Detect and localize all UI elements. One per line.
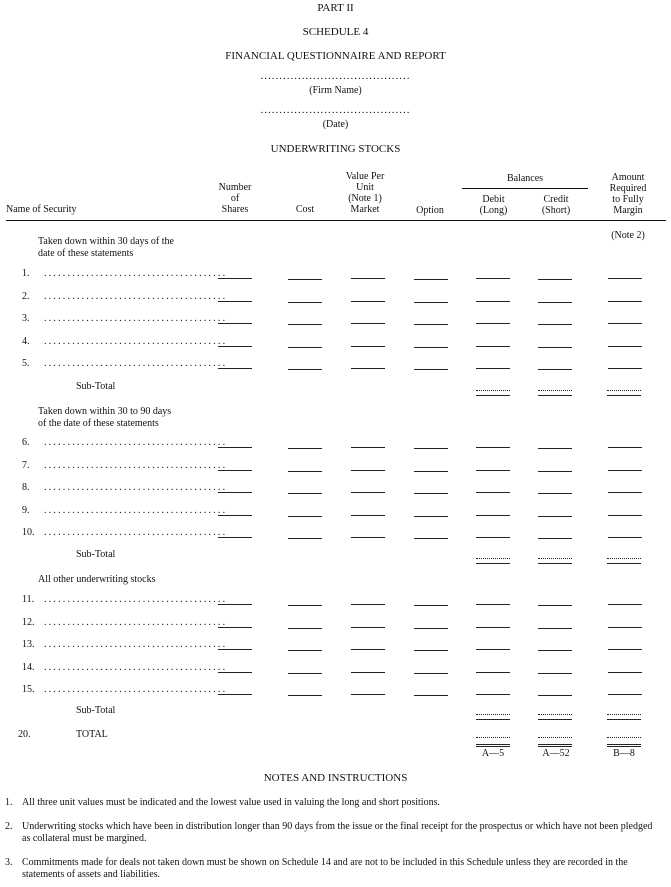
- entry-blank[interactable]: [538, 538, 572, 539]
- entry-blank[interactable]: [476, 672, 510, 673]
- entry-blank[interactable]: [351, 627, 385, 628]
- row-number: 5.: [22, 358, 30, 369]
- date-dotline: ........................................: [260, 104, 411, 116]
- subtotal-line[interactable]: [476, 390, 510, 396]
- subtotal-label: Sub-Total: [76, 549, 116, 560]
- entry-blank[interactable]: [476, 278, 510, 279]
- entry-blank[interactable]: [351, 672, 385, 673]
- entry-blank[interactable]: [218, 649, 252, 650]
- entry-blank[interactable]: [288, 650, 322, 651]
- entry-blank[interactable]: [218, 694, 252, 695]
- entry-blank[interactable]: [288, 448, 322, 449]
- notes-title: NOTES AND INSTRUCTIONS: [263, 772, 408, 784]
- subtotal-line[interactable]: [538, 390, 572, 396]
- subtotal-line[interactable]: [607, 714, 641, 720]
- row-number: 14.: [22, 661, 35, 673]
- entry-blank[interactable]: [476, 604, 510, 605]
- entry-blank[interactable]: [288, 673, 322, 674]
- row-number: 1.: [22, 268, 30, 279]
- entry-blank[interactable]: [538, 650, 572, 651]
- col-credit-short: Credit (Short): [541, 194, 571, 216]
- entry-blank[interactable]: [608, 492, 642, 493]
- entry-blank[interactable]: [538, 605, 572, 606]
- entry-blank[interactable]: [351, 301, 385, 302]
- entry-blank[interactable]: [351, 368, 385, 369]
- entry-blank[interactable]: [218, 346, 252, 347]
- entry-blank[interactable]: [608, 649, 642, 650]
- security-name-field[interactable]: .......................................: [44, 661, 228, 673]
- col-option: Option: [416, 205, 444, 216]
- entry-blank[interactable]: [608, 346, 642, 347]
- entry-blank[interactable]: [476, 346, 510, 347]
- row-number: 8.: [22, 482, 30, 493]
- note-2: 2. Underwriting stocks which have been in distribution longer than 90 days from the issue or the final receipt for the prospectus or which have not been pledged as collateral must be margined.: [5, 821, 653, 844]
- section-title: UNDERWRITING STOCKS: [270, 143, 401, 155]
- date-label: (Date): [322, 119, 349, 130]
- entry-blank[interactable]: [476, 627, 510, 628]
- entry-blank[interactable]: [218, 492, 252, 493]
- security-name-field[interactable]: .......................................: [44, 335, 228, 347]
- entry-blank[interactable]: [476, 537, 510, 538]
- row-number: 3.: [22, 313, 30, 324]
- entry-blank[interactable]: [538, 695, 572, 696]
- entry-blank[interactable]: [476, 694, 510, 695]
- entry-blank[interactable]: [218, 672, 252, 673]
- subtotal-line[interactable]: [538, 714, 572, 720]
- row-number: 6.: [22, 437, 30, 448]
- entry-blank[interactable]: [608, 278, 642, 279]
- security-name-field[interactable]: .......................................: [44, 684, 228, 695]
- entry-blank[interactable]: [288, 493, 322, 494]
- entry-blank[interactable]: [414, 324, 448, 325]
- part-label: PART II: [317, 2, 354, 14]
- entry-blank[interactable]: [288, 369, 322, 370]
- security-name-field[interactable]: .......................................: [44, 616, 228, 628]
- entry-blank[interactable]: [476, 301, 510, 302]
- entry-blank[interactable]: [538, 493, 572, 494]
- col-cost: Cost: [295, 204, 315, 215]
- schedule-label: SCHEDULE 4: [302, 26, 369, 38]
- subtotal-line[interactable]: [538, 558, 572, 564]
- entry-blank[interactable]: [476, 323, 510, 324]
- row-number: 4.: [22, 335, 30, 347]
- entry-blank[interactable]: [608, 694, 642, 695]
- entry-blank[interactable]: [351, 492, 385, 493]
- entry-blank[interactable]: [414, 628, 448, 629]
- entry-blank[interactable]: [414, 448, 448, 449]
- entry-blank[interactable]: [351, 537, 385, 538]
- entry-blank[interactable]: [288, 471, 322, 472]
- entry-blank[interactable]: [476, 447, 510, 448]
- entry-blank[interactable]: [351, 278, 385, 279]
- group-title: Taken down within 30 days of the date of these statements: [38, 236, 174, 259]
- total-amount-ref: B—8: [613, 748, 635, 759]
- row-number: 12.: [22, 616, 35, 628]
- note-1: 1. All three unit values must be indicated and the lowest value used in valuing the long and short positions.: [5, 797, 440, 808]
- entry-blank[interactable]: [608, 515, 642, 516]
- entry-blank[interactable]: [538, 279, 572, 280]
- entry-blank[interactable]: [288, 347, 322, 348]
- entry-blank[interactable]: [538, 673, 572, 674]
- entry-blank[interactable]: [538, 302, 572, 303]
- row-number: 10.: [22, 527, 35, 538]
- total-credit-ref: A—52: [542, 748, 570, 759]
- group-title: All other underwriting stocks: [38, 574, 156, 585]
- subtotal-line[interactable]: [476, 558, 510, 564]
- row-number: 9.: [22, 504, 30, 516]
- entry-blank[interactable]: [608, 301, 642, 302]
- entry-blank[interactable]: [414, 471, 448, 472]
- entry-blank[interactable]: [608, 537, 642, 538]
- row-number: 11.: [22, 594, 35, 605]
- entry-blank[interactable]: [218, 537, 252, 538]
- entry-blank[interactable]: [351, 604, 385, 605]
- entry-blank[interactable]: [288, 605, 322, 606]
- row-number: 13.: [22, 639, 35, 650]
- subtotal-line[interactable]: [607, 390, 641, 396]
- entry-blank[interactable]: [414, 369, 448, 370]
- entry-blank[interactable]: [218, 278, 252, 279]
- entry-blank[interactable]: [538, 471, 572, 472]
- entry-blank[interactable]: [288, 302, 322, 303]
- col-debit-long: Debit (Long): [479, 194, 508, 216]
- total-row-number: 20.: [18, 729, 31, 740]
- entry-blank[interactable]: [538, 516, 572, 517]
- entry-blank[interactable]: [608, 447, 642, 448]
- security-name-field[interactable]: .......................................: [44, 527, 228, 538]
- entry-blank[interactable]: [608, 672, 642, 673]
- entry-blank[interactable]: [218, 627, 252, 628]
- subtotal-label: Sub-Total: [76, 381, 116, 392]
- document-title: FINANCIAL QUESTIONNAIRE AND REPORT: [225, 50, 446, 62]
- security-name-field[interactable]: .......................................: [44, 482, 228, 493]
- total-debit-line: [476, 737, 510, 747]
- entry-blank[interactable]: [608, 604, 642, 605]
- firm-name-dotline: ........................................: [260, 70, 411, 82]
- entry-blank[interactable]: [288, 279, 322, 280]
- entry-blank[interactable]: [414, 650, 448, 651]
- entry-blank[interactable]: [288, 516, 322, 517]
- total-credit-line: [538, 737, 572, 747]
- entry-blank[interactable]: [218, 301, 252, 302]
- entry-blank[interactable]: [414, 516, 448, 517]
- entry-blank[interactable]: [414, 347, 448, 348]
- entry-blank[interactable]: [288, 324, 322, 325]
- entry-blank[interactable]: [608, 470, 642, 471]
- security-name-field[interactable]: .......................................: [44, 268, 228, 279]
- entry-blank[interactable]: [414, 493, 448, 494]
- security-name-field[interactable]: .......................................: [44, 459, 228, 471]
- entry-blank[interactable]: [414, 279, 448, 280]
- entry-blank[interactable]: [476, 368, 510, 369]
- entry-blank[interactable]: [538, 347, 572, 348]
- entry-blank[interactable]: [414, 302, 448, 303]
- entry-blank[interactable]: [351, 323, 385, 324]
- header-bottom-rule: [6, 220, 666, 221]
- entry-blank[interactable]: [538, 369, 572, 370]
- entry-blank[interactable]: [538, 628, 572, 629]
- entry-blank[interactable]: [608, 368, 642, 369]
- balances-rule: [462, 188, 588, 189]
- entry-blank[interactable]: [414, 673, 448, 674]
- entry-blank[interactable]: [351, 470, 385, 471]
- entry-blank[interactable]: [288, 538, 322, 539]
- security-name-field[interactable]: .......................................: [44, 639, 228, 650]
- col-value-per-unit: Value Per Unit (Note 1) Market: [345, 171, 385, 215]
- entry-blank[interactable]: [476, 649, 510, 650]
- row-number: 15.: [22, 684, 35, 695]
- subtotal-label: Sub-Total: [76, 705, 116, 716]
- entry-blank[interactable]: [351, 515, 385, 516]
- entry-blank[interactable]: [608, 627, 642, 628]
- col-number-of-shares: Number of Shares: [218, 182, 252, 215]
- entry-blank[interactable]: [414, 605, 448, 606]
- entry-blank[interactable]: [476, 470, 510, 471]
- entry-blank[interactable]: [218, 368, 252, 369]
- entry-blank[interactable]: [476, 492, 510, 493]
- entry-blank[interactable]: [351, 649, 385, 650]
- entry-blank[interactable]: [218, 323, 252, 324]
- entry-blank[interactable]: [218, 470, 252, 471]
- security-name-field[interactable]: .......................................: [44, 594, 228, 605]
- entry-blank[interactable]: [288, 628, 322, 629]
- total-amount-line: [607, 737, 641, 747]
- entry-blank[interactable]: [218, 604, 252, 605]
- row-number: 7.: [22, 459, 30, 471]
- firm-name-label: (Firm Name): [309, 85, 362, 96]
- entry-blank[interactable]: [608, 323, 642, 324]
- entry-blank[interactable]: [476, 515, 510, 516]
- col-amount-required: Amount Required to Fully Margin: [609, 172, 647, 216]
- entry-blank[interactable]: [218, 447, 252, 448]
- entry-blank[interactable]: [351, 346, 385, 347]
- total-debit-ref: A—5: [481, 748, 505, 759]
- security-name-field[interactable]: .......................................: [44, 313, 228, 324]
- security-name-field[interactable]: .......................................: [44, 358, 228, 369]
- note-3: 3. Commitments made for deals not taken down must be shown on Schedule 14 and are not to be included in this Schedule unless they are recorded in the statements of assets and liabilities.: [5, 857, 628, 880]
- entry-blank[interactable]: [351, 694, 385, 695]
- entry-blank[interactable]: [351, 447, 385, 448]
- entry-blank[interactable]: [414, 695, 448, 696]
- col-amount-note: (Note 2): [611, 230, 645, 241]
- entry-blank[interactable]: [538, 448, 572, 449]
- security-name-field[interactable]: .......................................: [44, 290, 228, 302]
- security-name-field[interactable]: .......................................: [44, 437, 228, 448]
- entry-blank[interactable]: [414, 538, 448, 539]
- total-label: TOTAL: [76, 729, 108, 740]
- group-title: Taken down within 30 to 90 days of the date of these statements: [38, 406, 172, 429]
- entry-blank[interactable]: [218, 515, 252, 516]
- col-name-of-security: Name of Security: [6, 204, 77, 215]
- security-name-field[interactable]: .......................................: [44, 504, 228, 516]
- subtotal-line[interactable]: [476, 714, 510, 720]
- col-balances: Balances: [506, 173, 544, 184]
- row-number: 2.: [22, 290, 30, 302]
- entry-blank[interactable]: [538, 324, 572, 325]
- subtotal-line[interactable]: [607, 558, 641, 564]
- entry-blank[interactable]: [288, 695, 322, 696]
